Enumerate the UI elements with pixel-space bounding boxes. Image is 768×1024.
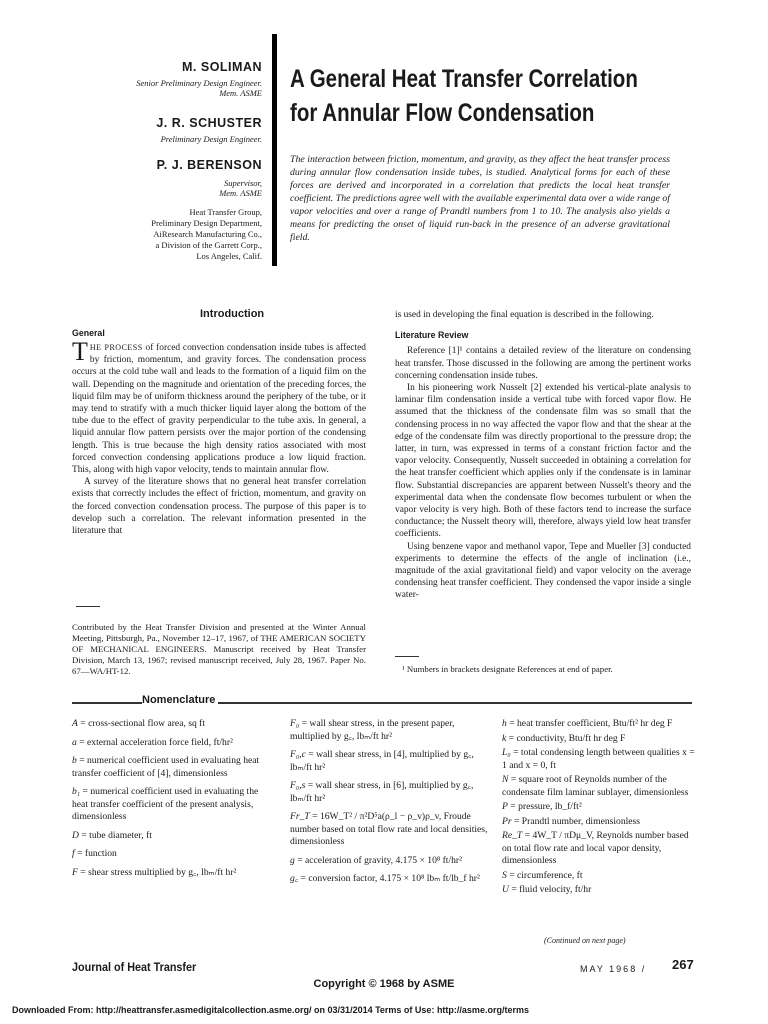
issue-date: MAY 1968 / [580,964,647,974]
abstract: The interaction between friction, momentum, and gravity, as they affect the heat transfer process during annular flow condensation inside tubes, is studied. Analytical forms for each of these forces are derived and incorporated in a correlation that predicts the local heat transfer coefficient. The predictions agree well with the available experimental data over a wide range of vapor velocities and over a range of Prandtl numbers from 1 to 10. The analysis also yields a means for predicting the onset of liquid run-back in the presence of an adverse gravitational field. [290,154,670,243]
nomen-symbol: F₀ [290,718,300,729]
copyright: Copyright © 1968 by ASME [313,978,455,990]
nomen-definition: = pressure, lb_f/ft² [510,801,582,812]
nomen-definition: = square root of Reynolds number of the condensate film laminar sublayer, dimensionless [502,774,689,798]
nomen-symbol: k [502,732,507,744]
nomen-definition: = heat transfer coefficient, Btu/ft² hr deg F [509,718,673,729]
nomen-entry [290,749,490,774]
nomen-definition: = acceleration of gravity, 4.175 × 10⁸ ft/hr² [297,854,463,866]
nomen-symbol: Fr_T [290,811,310,822]
affiliation-line: AiResearch Manufacturing Co., [153,229,262,239]
author-block-2 [62,116,262,144]
nomen-entry [72,718,272,731]
nomen-definition: = 16W_T² / π²D⁵a(ρ_l − ρ_v)ρ_v, Froude number based on total flow rate and local densities, dimensionless [290,811,488,847]
affiliation [62,207,262,262]
contributed-note: Contributed by the Heat Transfer Division and presented at the Winter Annual Meeting, Pittsburgh, Pa., November 12–17, 1967, of THE AMERICAN SOCIETY OF MECHANICAL ENGINEERS. Manuscript received by Heat Transfer Division, March 13, 1967; revised manuscript received, July 28, 1967. Paper No. 67—WA/HT-12. [72,622,366,676]
nomen-definition: = external acceleration force field, ft/hr² [79,736,233,748]
nomen-entry [290,873,490,886]
continued-note: (Continued on next page) [544,936,626,945]
author-name: P. J. BERENSON [156,158,262,172]
affiliation-line: Los Angeles, Calif. [196,251,262,261]
nomen-entry [72,786,272,824]
nomen-entry [290,780,490,805]
title-rule [272,34,277,266]
nomen-symbol: f [72,848,75,859]
nomen-entry [290,811,490,849]
nomen-symbol: P [502,801,508,812]
nomen-entry [72,867,272,880]
nomen-entry [502,816,696,829]
nomen-symbol: h [502,718,507,729]
paragraph: Reference [1]¹ contains a detailed review of the literature on condensing heat transfer. Those discussed in the following are among the pertinent works concerning condensation inside tubes. [395,346,691,381]
nomen-symbol: F₀,c [290,749,306,760]
nomenclature-rule-left [72,702,142,704]
author-membership: Mem. ASME [219,188,262,198]
paragraph: is used in developing the final equation is described in the following. [395,310,654,320]
paragraph: Using benzene vapor and methanol vapor, Tepe and Mueller [3] conducted experiments to determine the effects of the angle of inclination (i.e., magnitude of the axial gravitational field) and vapor velocity on the average condensing heat transfer coefficient. They condensed the vapor inside a single water- [395,541,691,601]
nomen-entry [502,718,696,731]
nomen-definition: = conductivity, Btu/ft hr deg F [508,732,626,744]
paragraph [72,337,366,476]
paragraph: In his pioneering work Nusselt [2] extended his vertical-plate analysis to laminar film condensation inside a vertical tube with forced vapor flow. He assumed that the thickness of the condensate film was so small that the condensing process in no way affected the vapor flow and that the shear at the edge of the condensate film was directly proportional to the pressure drop; the latter, in turn, was expressed in terms of a constant friction factor and the vapor velocity. Consequently, Nusselt succeeded in obtaining a correlation for the heat transfer coefficient which applies only if the condensate is in laminar flow. Substantial discrepancies are apparent between Nusselt's theory and the experimental data when the condensate flow becomes turbulent or when the vapor velocity is very high. Both of these factors tend to increase the surface conductance; the Nusselt theory will, therefore, always yield low heat transfer coefficients. [395,383,691,540]
nomen-entry [502,774,696,799]
author-block-1 [62,60,262,98]
nomen-symbol: U [502,884,509,895]
nomen-definition: = fluid velocity, ft/hr [511,884,592,895]
nomen-symbol: F [72,866,78,878]
nomenclature-heading: Nomenclature [142,694,216,706]
nomenclature-rule-right [218,702,692,704]
author-role: Supervisor, [223,178,262,188]
nomen-symbol: A [72,718,78,729]
author-role: Preliminary Design Engineer. [160,134,262,144]
paragraph-text: of forced convection condensation inside tubes is affected by friction, momentum, and gravity forces. The condensation process occurs at the cold tube wall and leads to the formation of a liquid film on the wall. Depending on the magnitude and orientation of the preceding forces, the liquid film may be of uniform thickness around the periphery of the tube, or it may tend to stratify with a much thicker liquid layer along the bottom of the tube due to the effect of gravity perpendicular to the tube axis. In general, a liquid annular flow pattern persists over the major portion of the condensing length. This is true because the high density ratios associated with most forced convection condensing applications produce a low liquid fraction. This, along with high vapor velocity, tends to maintain annular flow. [72,343,366,476]
nomenclature-col-2 [290,718,490,892]
nomen-definition: = Prandtl number, dimensionless [514,815,641,827]
nomen-entry [72,848,272,861]
footnote-rule [76,606,100,607]
footnote-rule [395,656,419,657]
nomen-entry [502,747,696,772]
author-name: M. SOLIMAN [182,60,262,74]
nomenclature-col-3 [502,718,696,899]
nomen-symbol: D [72,829,79,841]
author-role: Senior Preliminary Design Engineer. [136,78,262,88]
nomen-symbol: g [290,854,295,866]
journal-name: Journal of Heat Transfer [72,960,197,974]
affiliation-line: Preliminary Design Department, [151,218,262,228]
nomen-entry [502,870,696,883]
nomen-symbol: N [502,774,509,785]
nomen-definition: = wall shear stress, in [4], multiplied by g꜀, lbₘ/ft hr² [290,749,474,773]
page-number: 267 [672,957,694,972]
nomen-definition: = wall shear stress, in the present paper, multiplied by g꜀, lbₘ/ft hr² [290,718,455,742]
nomen-symbol: b [72,755,77,766]
affiliation-line: Heat Transfer Group, [189,207,262,217]
nomen-entry [72,737,272,750]
subsection-heading-literature: Literature Review [395,330,469,341]
nomen-entry [72,755,272,780]
nomen-entry [502,801,696,814]
nomen-symbol: Pr [502,815,512,827]
nomen-symbol: F₀,s [290,780,306,791]
nomen-definition: = wall shear stress, in [6], multiplied by g꜀, lbₘ/ft hr² [290,780,474,804]
nomen-symbol: a [72,736,77,748]
drop-cap: T [72,337,88,366]
nomen-symbol: Re_T [502,830,523,841]
nomen-entry [502,830,696,868]
nomen-entry [72,830,272,843]
nomen-entry [502,733,696,746]
nomen-definition: = numerical coefficient used in evaluating the heat transfer coefficient of the present analysis, dimensionless [72,786,259,822]
nomen-definition: = numerical coefficient used in evaluating heat transfer coefficient of [4], dimensionless [72,755,260,779]
nomen-entry [502,884,696,897]
nomen-definition: = cross-sectional flow area, sq ft [80,718,206,729]
nomen-symbol: S [502,869,507,881]
nomen-definition: = total condensing length between qualities x = 1 and x = 0, ft [502,747,695,771]
left-column [72,337,366,537]
title-line-1: A General Heat Transfer Correlation [290,65,638,93]
nomen-definition: = 4W_T / πDμ_V, Reynolds number based on total flow rate and local vapor density, dimensionless [502,830,689,866]
paragraph: A survey of the literature shows that no general heat transfer correlation exists that correctly includes the effect of friction, momentum, and gravity on the forced convection condensation process. The purpose of this paper is to develop such a correlation. The relevant information presented in the literature that [72,477,366,537]
author-name: J. R. SCHUSTER [156,116,262,130]
small-caps-lead: HE PROCESS [89,343,143,352]
nomen-entry [290,718,490,743]
nomen-entry [290,855,490,868]
nomen-symbol: L₀ [502,747,511,758]
right-column [395,309,691,602]
title-line-2: for Annular Flow Condensation [290,99,595,127]
subsection-heading-general: General [72,328,105,338]
section-heading-introduction: Introduction [200,308,265,320]
nomen-definition: = function [77,848,117,859]
download-line: Downloaded From: http://heattransfer.asmedigitalcollection.asme.org/ on 03/31/2014 Terms of Use: http://asme.org/terms [12,1005,529,1015]
nomen-definition: = conversion factor, 4.175 × 10⁸ lbₘ ft/lb_f hr² [300,873,480,884]
author-membership: Mem. ASME [219,88,262,98]
nomen-definition: = tube diameter, ft [81,829,152,841]
author-block-3 [62,158,262,198]
nomen-definition: = shear stress multiplied by g꜀, lbₘ/ft hr² [80,866,237,878]
paper-title [290,62,638,130]
nomen-symbol: g꜀ [290,873,299,884]
footnote: ¹ Numbers in brackets designate References at end of paper. [402,664,613,674]
nomenclature-col-1 [72,718,272,885]
affiliation-line: a Division of the Garrett Corp., [155,240,262,250]
nomen-symbol: b₁ [72,786,81,797]
nomen-definition: = circumference, ft [509,869,583,881]
